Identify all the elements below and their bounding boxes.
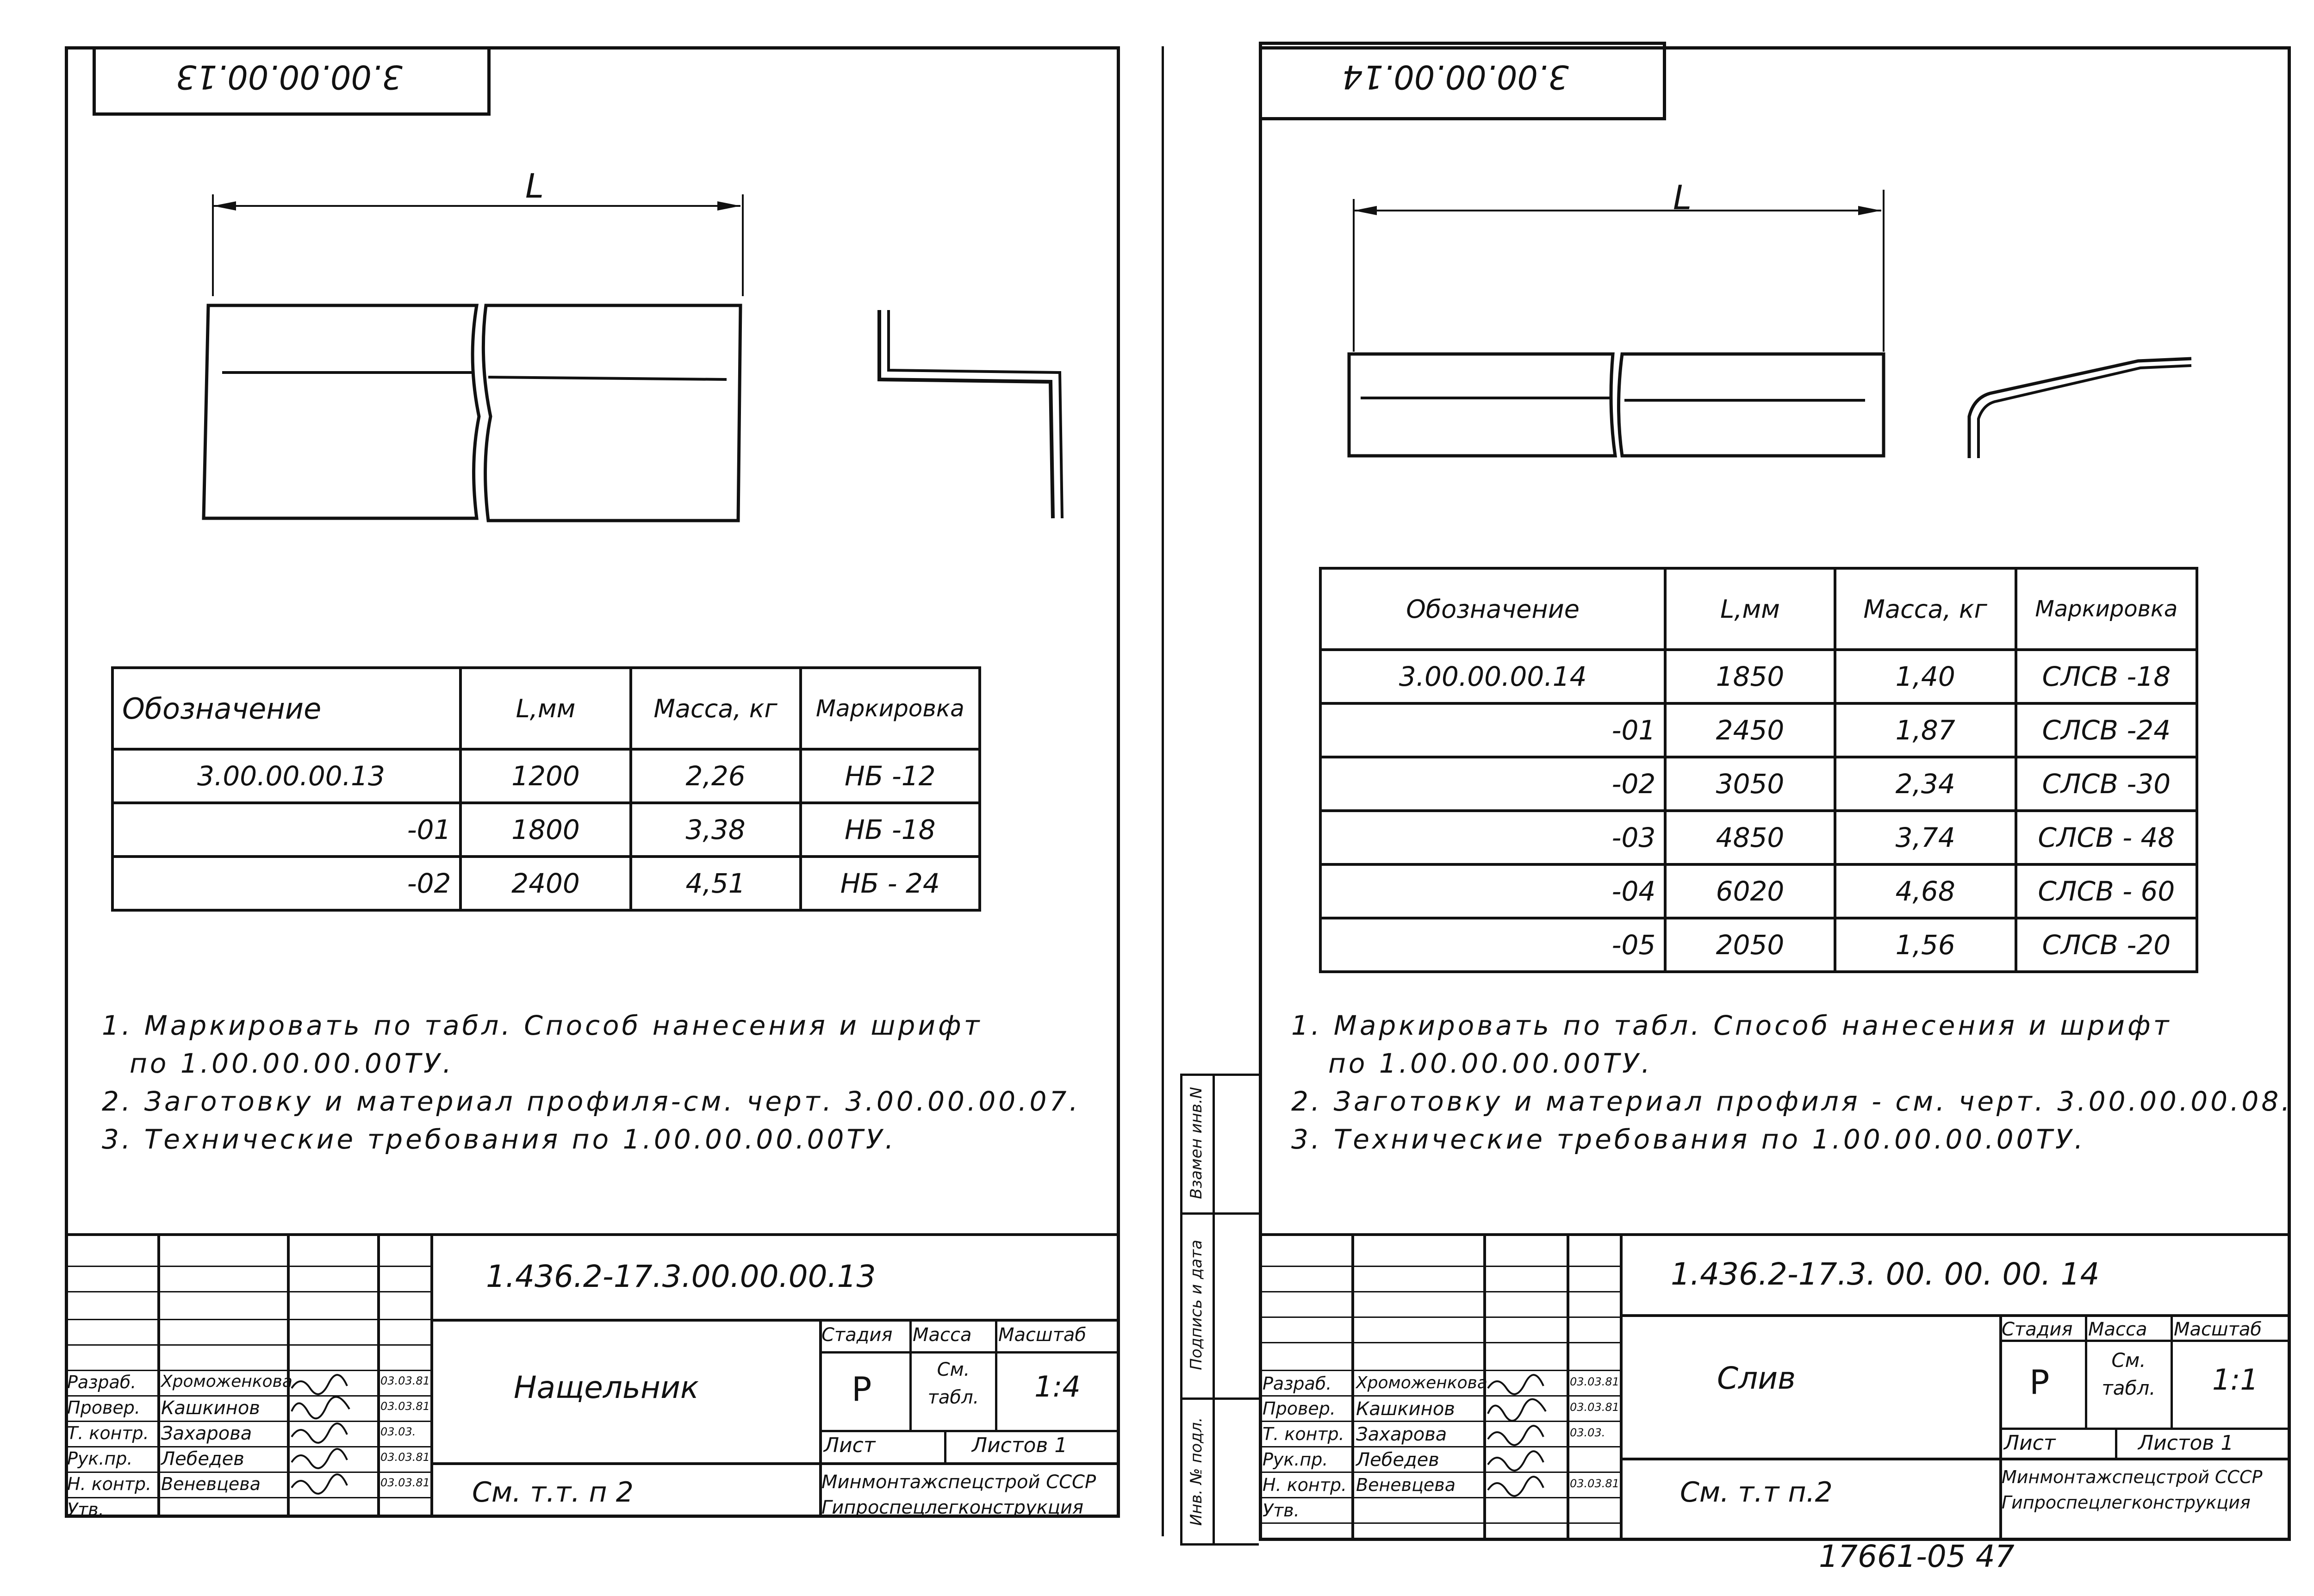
left-part-name: Нащельник [514, 1370, 699, 1405]
table-row: -03 4850 3,74 СЛСВ - 48 [1320, 811, 2197, 864]
header-marking: Маркировка [801, 668, 980, 749]
table-row: -01 2450 1,87 СЛСВ -24 [1320, 703, 2197, 757]
note-line: по 1.00.00.00.00ТУ. [1328, 1048, 1653, 1079]
header-designation: Обозначение [112, 668, 460, 749]
header-mass: Масса, кг [631, 668, 801, 749]
table-row: -02 2400 4,51 НБ - 24 [112, 857, 980, 910]
note-line: 3. Технические требования по 1.00.00.00.00ТУ. [102, 1124, 896, 1155]
table-row: 3.00.00.00.14 1850 1,40 СЛСВ -18 [1320, 650, 2197, 703]
left-stamp-code: 3.00.00.00.13 [176, 58, 403, 96]
right-name-note: См. т.т п.2 [1680, 1476, 1833, 1509]
right-doc-code: 1.436.2-17.3. 00. 00. 00. 14 [1671, 1256, 2100, 1292]
note-line: 2. Заготовку и материал профиля-см. черт. 3.00.00.00.07. [102, 1086, 1081, 1117]
table-row: -05 2050 1,56 СЛСВ -20 [1320, 918, 2197, 972]
left-name-note: См. т.т. п 2 [472, 1476, 634, 1509]
table-row: -04 6020 4,68 СЛСВ - 60 [1320, 864, 2197, 918]
right-stamp-code: 3.00.00.00.14 [1342, 58, 1569, 96]
header-length: L,мм [460, 668, 630, 749]
right-dim-label: L [1673, 178, 1692, 217]
left-dim-label: L [525, 167, 544, 205]
note-line: по 1.00.00.00.00ТУ. [130, 1048, 454, 1079]
note-line: 3. Технические требования по 1.00.00.00.00ТУ. [1291, 1124, 2086, 1155]
note-line: 2. Заготовку и материал профиля - см. черт. 3.00.00.00.08. [1291, 1086, 2293, 1117]
table-row: -02 3050 2,34 СЛСВ -30 [1320, 757, 2197, 811]
table-row: 3.00.00.00.13 1200 2,26 НБ -12 [112, 749, 980, 803]
right-part-name: Слив [1717, 1360, 1796, 1396]
table-row: -01 1800 3,38 НБ -18 [112, 803, 980, 857]
note-line: 1. Маркировать по табл. Способ нанесения и шрифт [1291, 1010, 2172, 1041]
note-line: 1. Маркировать по табл. Способ нанесения и шрифт [102, 1010, 983, 1041]
left-doc-code: 1.436.2-17.3.00.00.00.13 [486, 1259, 876, 1294]
table-header-row: Обозначение L,мм Масса, кг Маркировка [1320, 568, 2197, 650]
footer-number: 17661-05 47 [1819, 1539, 2015, 1574]
